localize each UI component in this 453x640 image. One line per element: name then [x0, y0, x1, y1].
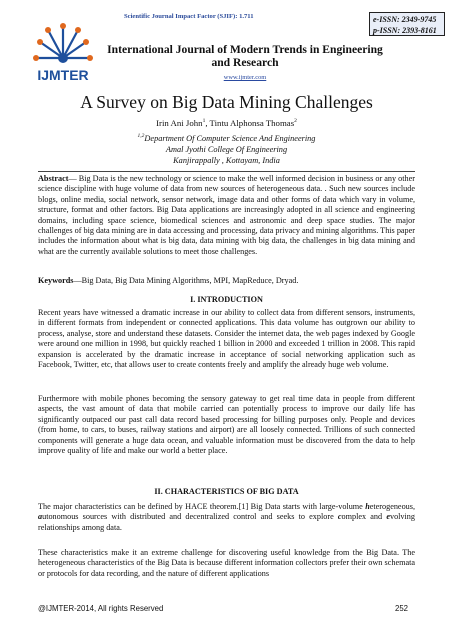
keywords	[38, 276, 415, 286]
logo-text: IJMTER	[37, 67, 89, 83]
affil-sup: 1,2	[137, 133, 145, 139]
author-2: , Tintu Alphonsa Thomas	[205, 118, 295, 128]
journal-name	[95, 43, 395, 69]
abstract-label: Abstract	[38, 174, 69, 183]
intro-paragraph-2: Furthermore with mobile phones becoming the sensory gateway to get real time data in people from different aspects, the vast amount of data that mobile carried can potentially process to improve our daily life has significantly outpaced our past call data record based processing for billing purposes only. People and devices (from home, to cars, to buses, railway stations and airport) are all loosely connected. Trillions of such connected components will generate a huge data ocean, and valuable information must be discovered from the data to help improve quality of life and make our world a better place.	[38, 394, 415, 456]
journal-line-2: and Research	[211, 56, 279, 69]
affil-dept: Department Of Computer Science And Engineering	[144, 133, 316, 143]
issn-box	[369, 12, 445, 36]
paper-title: A Survey on Big Data Mining Challenges	[80, 92, 373, 112]
page-number: 252	[395, 604, 409, 613]
author-1: Irin Ani John	[156, 118, 203, 128]
header-divider	[38, 171, 415, 172]
abstract-text: — Big Data is the new technology or science to make the well informed decision in business or any other science discipline with huge volume of data from new sources of heterogeneous data. . Such new sources include blogs, online media, social network, sensor network, image data and other forms of data which vary in volume, structure, format and other factors. Big Data applications are increasingly adopted in all science and engineering domains, including space science, biomedical sciences and astronomic and deep space studies. The major challenges of big data mining are in data accessing and processing, data privacy and mining algorithms. This paper includes the information about what is big data, data mining with big data, the challenges in big data mining and what are the currently available solutions to meet those challenges.	[38, 174, 415, 256]
pissn: p-ISSN: 2393-8161	[373, 26, 437, 35]
eissn: e-ISSN: 2349-9745	[373, 15, 437, 24]
journal-url[interactable]: www.ijmter.com	[223, 74, 267, 81]
journal-line-1: International Journal of Modern Trends in Engineering	[107, 43, 383, 56]
keywords-label: Keywords	[38, 276, 74, 285]
author-1-sup: 1	[202, 118, 206, 125]
author-2-sup: 2	[294, 118, 297, 125]
affiliation	[0, 131, 453, 166]
authors	[0, 118, 453, 128]
affil-college: Amal Jyothi College Of Engineering	[165, 144, 288, 154]
keywords-text: —Big Data, Big Data Mining Algorithms, MPI, MapReduce, Dryad.	[73, 276, 299, 285]
impact-factor: Scientific Journal Impact Factor (SJIF): 1.711	[124, 13, 254, 20]
footer-copyright: @IJMTER-2014, All rights Reserved	[38, 604, 164, 613]
affil-location: Kanjirappally , Kottayam, India	[173, 155, 280, 165]
abstract	[38, 174, 415, 257]
characteristics-paragraph-2: These characteristics make it an extreme challenge for discovering useful knowledge from the Big Data. The heterogeneous characteristics of the Big Data is because different information collectors prefer their own schemata or protocols for data recording, and the nature of different applications	[38, 548, 415, 578]
section-heading-characteristics: II. CHARACTERISTICS OF BIG DATA	[154, 487, 299, 496]
journal-logo	[26, 20, 100, 86]
section-heading-introduction: I. INTRODUCTION	[190, 295, 263, 304]
intro-paragraph-1: Recent years have witnessed a dramatic increase in our ability to collect data from different sensors, instruments, in different formats from independent or connected applications. This data volume has outgrown our ability to process, analyse, store and understand these datasets. Consider the internet data, the web pages indexed by Google were around one million in 1998, but quickly reached 1 billion in 2000 and exceeded 1 trillion in 2008. This rapid expansion is accelerated by the dramatic increase in acceptance of social networking application such as Facebook, Twitter, etc, that allows user to create contents freely and amplify the already huge web volume.	[38, 308, 415, 370]
characteristics-paragraph-1: The major characteristics can be defined by HACE theorem.[1] Big Data starts with large-volume heterogeneous, autonomous sources with distributed and decentralized control and seeks to explore complex and evolving relationships among data.	[38, 502, 415, 532]
